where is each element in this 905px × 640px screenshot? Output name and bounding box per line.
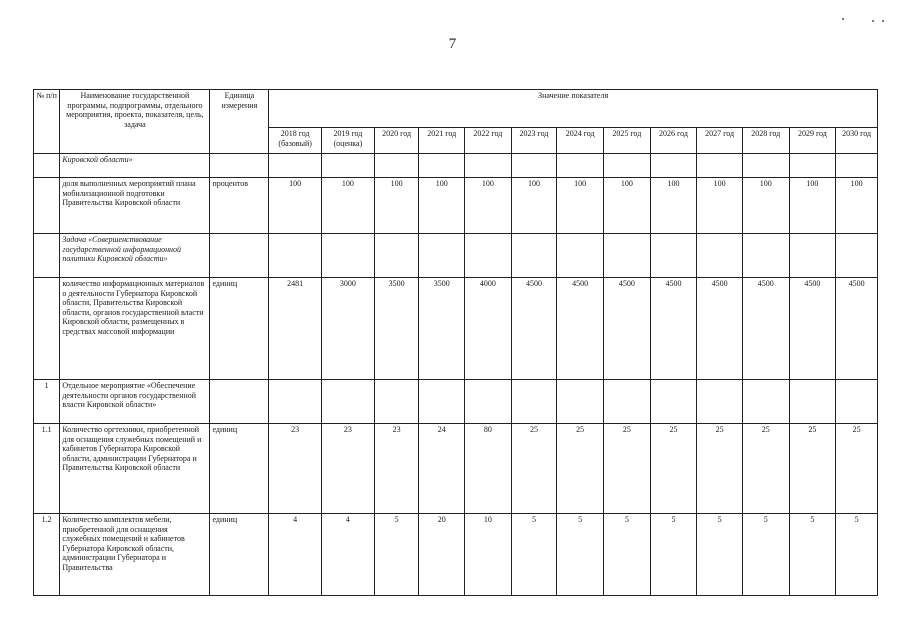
row-unit: единиц [210, 514, 269, 596]
header-name: Наименование государственной программы, подпрограммы, отдельного мероприятия, проекта, показателя, цель, задача [60, 90, 210, 154]
page-number: 7 [448, 36, 457, 52]
row-unit [210, 234, 269, 278]
value-cell: 100 [419, 178, 465, 234]
value-cell: 23 [269, 424, 322, 514]
header-year: 2025 год [603, 128, 650, 154]
value-cell [603, 154, 650, 178]
value-cell [419, 380, 465, 424]
value-cell [269, 380, 322, 424]
value-cell: 25 [557, 424, 604, 514]
value-cell: 4500 [603, 278, 650, 380]
value-cell: 5 [650, 514, 697, 596]
value-cell [465, 234, 512, 278]
row-name: количество информационных материалов о деятельности Губернатора Кировской области, Правительства Кировской области, органов государственной власти Кировской области, размещенных в средствах массовой информации [60, 278, 210, 380]
value-cell [511, 380, 557, 424]
value-cell: 25 [650, 424, 697, 514]
value-cell: 5 [836, 514, 878, 596]
row-number [34, 178, 60, 234]
value-cell: 100 [557, 178, 604, 234]
value-cell: 5 [557, 514, 604, 596]
scan-speck [882, 20, 884, 22]
row-name: Количество комплектов мебели, приобретенной для оснащения служебных помещений и кабинетов Губернатора Кировской области, администрации Губернатора и Правительства [60, 514, 210, 596]
value-cell: 100 [650, 178, 697, 234]
header-year: 2030 год [836, 128, 878, 154]
value-cell: 3500 [419, 278, 465, 380]
table-row [34, 424, 878, 514]
header-year: 2018 год (базовый) [269, 128, 322, 154]
header-year: 2028 год [742, 128, 789, 154]
value-cell: 25 [742, 424, 789, 514]
value-cell: 4500 [742, 278, 789, 380]
value-cell: 4000 [465, 278, 512, 380]
value-cell [836, 380, 878, 424]
value-cell: 4 [322, 514, 375, 596]
value-cell: 100 [742, 178, 789, 234]
value-cell [650, 380, 697, 424]
row-number [34, 278, 60, 380]
value-cell: 25 [697, 424, 743, 514]
header-values: Значение показателя [269, 90, 878, 128]
value-cell [697, 154, 743, 178]
value-cell [836, 154, 878, 178]
scan-speck [842, 18, 844, 20]
value-cell [269, 234, 322, 278]
value-cell [603, 380, 650, 424]
value-cell: 4500 [836, 278, 878, 380]
value-cell: 4 [269, 514, 322, 596]
value-cell [650, 154, 697, 178]
value-cell: 5 [742, 514, 789, 596]
value-cell [603, 234, 650, 278]
value-cell: 5 [511, 514, 557, 596]
value-cell [836, 234, 878, 278]
row-unit [210, 154, 269, 178]
value-cell: 4500 [557, 278, 604, 380]
value-cell [557, 234, 604, 278]
value-cell: 5 [789, 514, 836, 596]
row-name: Отдельное мероприятие «Обеспечение деятельности органов государственной власти Кировской области» [60, 380, 210, 424]
value-cell [789, 380, 836, 424]
value-cell [511, 234, 557, 278]
value-cell: 23 [374, 424, 419, 514]
value-cell [465, 380, 512, 424]
value-cell: 100 [697, 178, 743, 234]
value-cell: 100 [322, 178, 375, 234]
value-cell: 100 [836, 178, 878, 234]
value-cell: 100 [465, 178, 512, 234]
table-row [34, 154, 878, 178]
row-unit: единиц [210, 278, 269, 380]
value-cell: 100 [269, 178, 322, 234]
value-cell [374, 154, 419, 178]
value-cell: 25 [603, 424, 650, 514]
value-cell: 4500 [789, 278, 836, 380]
value-cell: 20 [419, 514, 465, 596]
row-unit: процентов [210, 178, 269, 234]
header-year: 2021 год [419, 128, 465, 154]
value-cell: 100 [789, 178, 836, 234]
value-cell [419, 234, 465, 278]
value-cell: 25 [511, 424, 557, 514]
value-cell [374, 380, 419, 424]
row-unit: единиц [210, 424, 269, 514]
row-unit [210, 380, 269, 424]
row-number [34, 234, 60, 278]
value-cell [511, 154, 557, 178]
value-cell: 25 [789, 424, 836, 514]
header-year: 2023 год [511, 128, 557, 154]
value-cell [789, 154, 836, 178]
value-cell [322, 234, 375, 278]
header-year: 2019 год (оценка) [322, 128, 375, 154]
value-cell: 10 [465, 514, 512, 596]
value-cell [697, 234, 743, 278]
value-cell [322, 154, 375, 178]
header-year: 2024 год [557, 128, 604, 154]
header-year: 2022 год [465, 128, 512, 154]
value-cell [322, 380, 375, 424]
value-cell [742, 234, 789, 278]
value-cell: 4500 [511, 278, 557, 380]
value-cell: 4500 [697, 278, 743, 380]
value-cell: 23 [322, 424, 375, 514]
value-cell [269, 154, 322, 178]
value-cell: 100 [511, 178, 557, 234]
header-unit: Единица измерения [210, 90, 269, 154]
value-cell [557, 154, 604, 178]
value-cell: 2481 [269, 278, 322, 380]
value-cell [374, 234, 419, 278]
value-cell: 5 [603, 514, 650, 596]
header-year: 2027 год [697, 128, 743, 154]
row-name: Количество оргтехники, приобретенной для оснащения служебных помещений и кабинетов Губернатора Кировской области, администрации Губернатора и Правительства Кировской области [60, 424, 210, 514]
value-cell: 3500 [374, 278, 419, 380]
row-number: 1.2 [34, 514, 60, 596]
value-cell [419, 154, 465, 178]
table-row [34, 380, 878, 424]
value-cell: 100 [374, 178, 419, 234]
header-year: 2020 год [374, 128, 419, 154]
row-name: доля выполненных мероприятий плана мобилизационной подготовки Правительства Кировской области [60, 178, 210, 234]
header-year: 2026 год [650, 128, 697, 154]
row-name: Задача «Совершенствование государственной информационной политики Кировской области» [60, 234, 210, 278]
value-cell [789, 234, 836, 278]
table-row [34, 514, 878, 596]
value-cell: 4500 [650, 278, 697, 380]
header-year: 2029 год [789, 128, 836, 154]
value-cell: 3000 [322, 278, 375, 380]
value-cell [742, 154, 789, 178]
row-number: 1 [34, 380, 60, 424]
value-cell: 100 [603, 178, 650, 234]
value-cell: 80 [465, 424, 512, 514]
value-cell: 24 [419, 424, 465, 514]
row-number [34, 154, 60, 178]
value-cell [557, 380, 604, 424]
value-cell [465, 154, 512, 178]
table-row [34, 234, 878, 278]
table-row [34, 178, 878, 234]
table-row [34, 278, 878, 380]
header-num: № п/п [34, 90, 60, 154]
value-cell [697, 380, 743, 424]
value-cell [650, 234, 697, 278]
value-cell [742, 380, 789, 424]
value-cell: 5 [374, 514, 419, 596]
indicators-table [33, 89, 878, 596]
row-name: Кировской области» [60, 154, 210, 178]
row-number: 1.1 [34, 424, 60, 514]
value-cell: 25 [836, 424, 878, 514]
scan-speck [872, 20, 874, 22]
value-cell: 5 [697, 514, 743, 596]
